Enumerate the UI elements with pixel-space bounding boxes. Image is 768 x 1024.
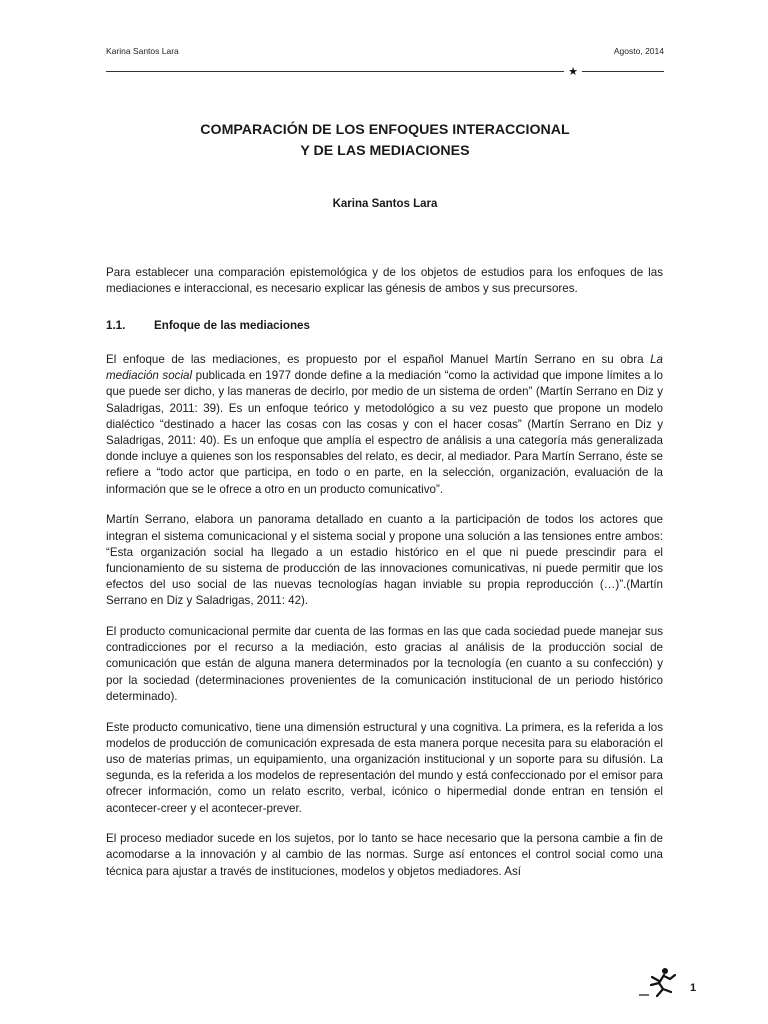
document-author: Karina Santos Lara xyxy=(332,198,438,210)
paragraph-5: El proceso mediador sucede en los sujetos, por lo tanto se hace necesario que la persona cambie a fin de acomodarse a la innovación y al cambio de las normas. Surge así entonces el control social como una técnica para ajustar a través de instituciones, modelos y objetos mediadores. Así xyxy=(106,832,663,878)
document-title xyxy=(106,120,664,162)
star-icon: ★ xyxy=(564,63,582,81)
intro-paragraph: Para establecer una comparación epistemológica y de los objetos de estudios para los enfoques de las mediaciones e interaccional, es necesario explicar las génesis de ambos y sus precursores. xyxy=(106,266,663,296)
paragraph-1: El enfoque de las mediaciones, es propuesto por el español Manuel Martín Serrano en su obra La mediación social publicada en 1977 donde define a la mediación “como la actividad que impone límites a lo que puede ser dicho, y las maneras de decirlo, por medio de un sistema de orden” (Martín Serrano en Diz y Saladrigas, 2011: 39). Es un enfoque teórico y metodológico a su vez puesto que propone un modelo dialéctico “destinado a hacer las cosas con las cosas y con el hacer cosas” (Martín Serrano en Diz y Saladrigas, 2011: 40). Es un enfoque que amplía el espectro de análisis a una categoría más generalizada donde incluye a quienes son los responsables del relato, es decir, al mediador. Para Martín Serrano, éste se refiere a “todo actor que participa, en todo o en parte, en la selección, organización, evaluación de la información que se le ofrece a otro en un producto comunicativo”. xyxy=(106,353,663,496)
title-line-1: COMPARACIÓN DE LOS ENFOQUES INTERACCIONAL xyxy=(200,122,570,138)
header-date: Agosto, 2014 xyxy=(613,46,664,56)
paragraph-4: Este producto comunicativo, tiene una dimensión estructural y una cognitiva. La primera, es la referida a los modelos de producción de comunicación expresada de esta manera porque necesita para su elaboración el uso de materias primas, un equipamiento, una organización institucional y un soporte para su difusión. La segunda, es la referida a los modelos de representación del mundo y está confeccionado por el emisor para ofrecer información, como un relato escrito, verbal, icónico o hipermedial donde entran en tensión el acontecer-creer y el acontecer-prever. xyxy=(106,720,663,815)
section-number: 1.1. xyxy=(106,319,126,332)
running-figure-logo-icon xyxy=(637,965,683,999)
section-content xyxy=(106,352,663,894)
book-title: La mediación social xyxy=(106,353,663,383)
paragraph-3: El producto comunicacional permite dar cuenta de las formas en las que cada sociedad puede manejar sus contradicciones por el recurso a la mediación, esto gracias al análisis de la producción social de comunicación que están de alguna manera determinados por la tecnología (en cuanto a su confección) y por la sociedad (determinaciones provenientes de la comunicación institucional de un periodo histórico determinado). xyxy=(106,625,663,703)
page-number: 1 xyxy=(690,982,697,994)
header-author: Karina Santos Lara xyxy=(106,46,179,56)
section-heading xyxy=(106,319,310,332)
paragraph-2: Martín Serrano, elabora un panorama detallado en cuanto a la participación de todos los actores que integran el sistema comunicacional y el sistema social y propone una solución a las tensiones entre ambos: “Esta organización social ha llegado a un estadio histórico en el que ni puede prescindir para el funcionamiento de su sistema de producción de las innovaciones comunicativas, ni puede permitir que los efectos del uso social de las nuevas tecnologías hagan inviable su propia reproducción (…)”.(Martín Serrano en Diz y Saladrigas, 2011: 42). xyxy=(106,513,663,608)
section-title: Enfoque de las mediaciones xyxy=(154,319,310,332)
title-line-2: Y DE LAS MEDIACIONES xyxy=(300,143,470,159)
